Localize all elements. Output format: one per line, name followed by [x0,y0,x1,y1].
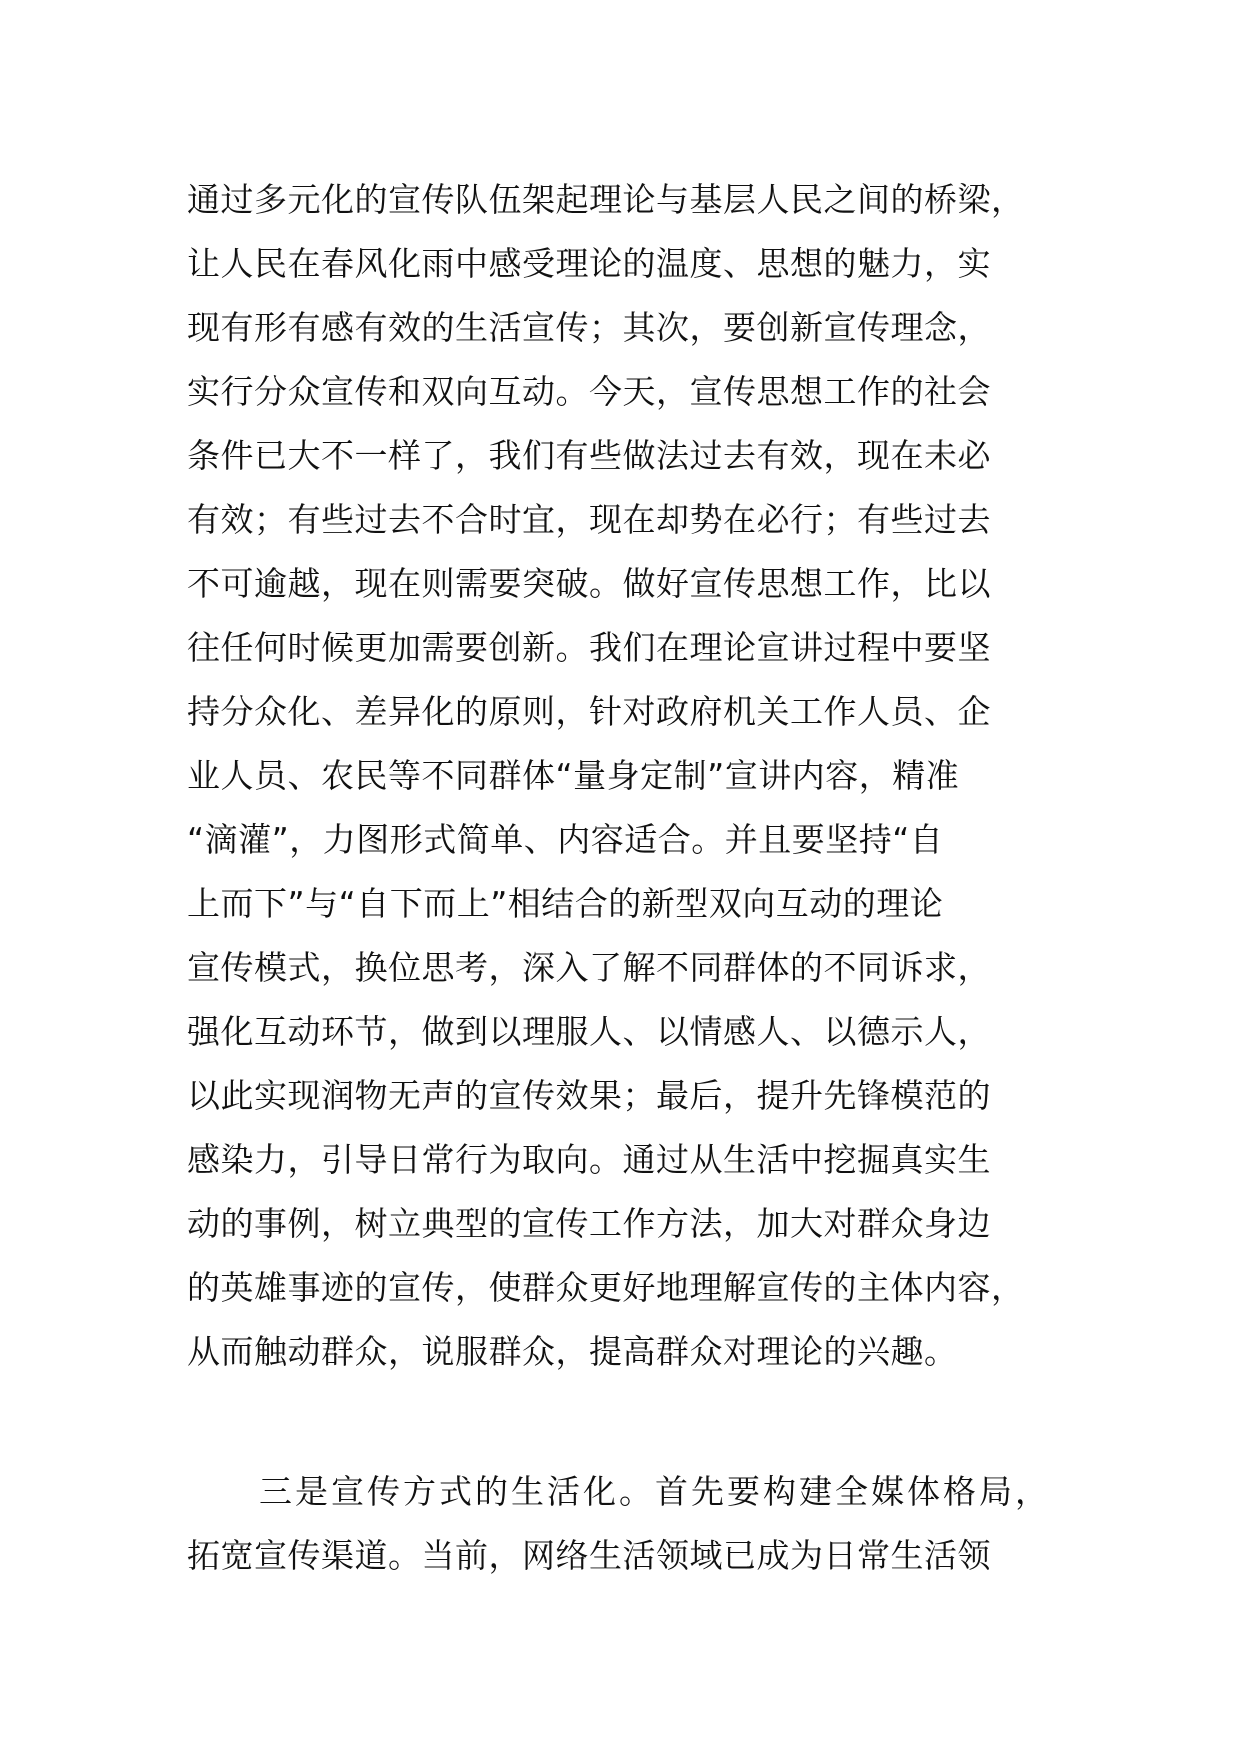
paragraph-line: 有效；有些过去不合时宜，现在却势在必行；有些过去 [187,500,991,539]
paragraph-line: 业人员、农民等不同群体“量身定制”宣讲内容，精准 [187,756,960,795]
paragraph-line: 三是宣传方式的生活化。首先要构建全媒体格局， [259,1472,1051,1511]
paragraph-line: 不可逾越，现在则需要突破。做好宣传思想工作，比以 [187,564,991,603]
paragraph-line: 从而触动群众，说服群众，提高群众对理论的兴趣。 [187,1332,958,1371]
paragraph-line: 让人民在春风化雨中感受理论的温度、思想的魅力，实 [187,244,991,283]
paragraph-line: 条件已大不一样了，我们有些做法过去有效，现在未必 [187,436,991,475]
paragraph-line: 以此实现润物无声的宣传效果；最后，提升先锋模范的 [187,1076,991,1115]
paragraph-line: 动的事例，树立典型的宣传工作方法，加大对群众身边 [187,1204,991,1243]
paragraph-line: “滴灌”，力图形式简单、内容适合。并且要坚持“自 [187,820,944,859]
paragraph-line: 实行分众宣传和双向互动。今天，宣传思想工作的社会 [187,372,991,411]
paragraph-line: 感染力，引导日常行为取向。通过从生活中挖掘真实生 [187,1140,991,1179]
paragraph-line: 拓宽宣传渠道。当前，网络生活领域已成为日常生活领 [187,1536,991,1575]
paragraph-line: 持分众化、差异化的原则，针对政府机关工作人员、企 [187,692,991,731]
paragraph-line: 上而下”与“自下而上”相结合的新型双向互动的理论 [187,884,944,923]
paragraph-line: 现有形有感有效的生活宣传；其次，要创新宣传理念， [187,308,991,347]
paragraph-line: 宣传模式，换位思考，深入了解不同群体的不同诉求， [187,948,991,987]
body-paragraph-2 [187,1460,1087,1588]
paragraph-line: 往任何时候更加需要创新。我们在理论宣讲过程中要坚 [187,628,991,667]
body-paragraph-1 [187,168,1087,1384]
paragraph-line: 通过多元化的宣传队伍架起理论与基层人民之间的桥梁， [187,180,1025,219]
paragraph-line: 强化互动环节，做到以理服人、以情感人、以德示人， [187,1012,991,1051]
paragraph-line: 的英雄事迹的宣传，使群众更好地理解宣传的主体内容， [187,1268,1025,1307]
